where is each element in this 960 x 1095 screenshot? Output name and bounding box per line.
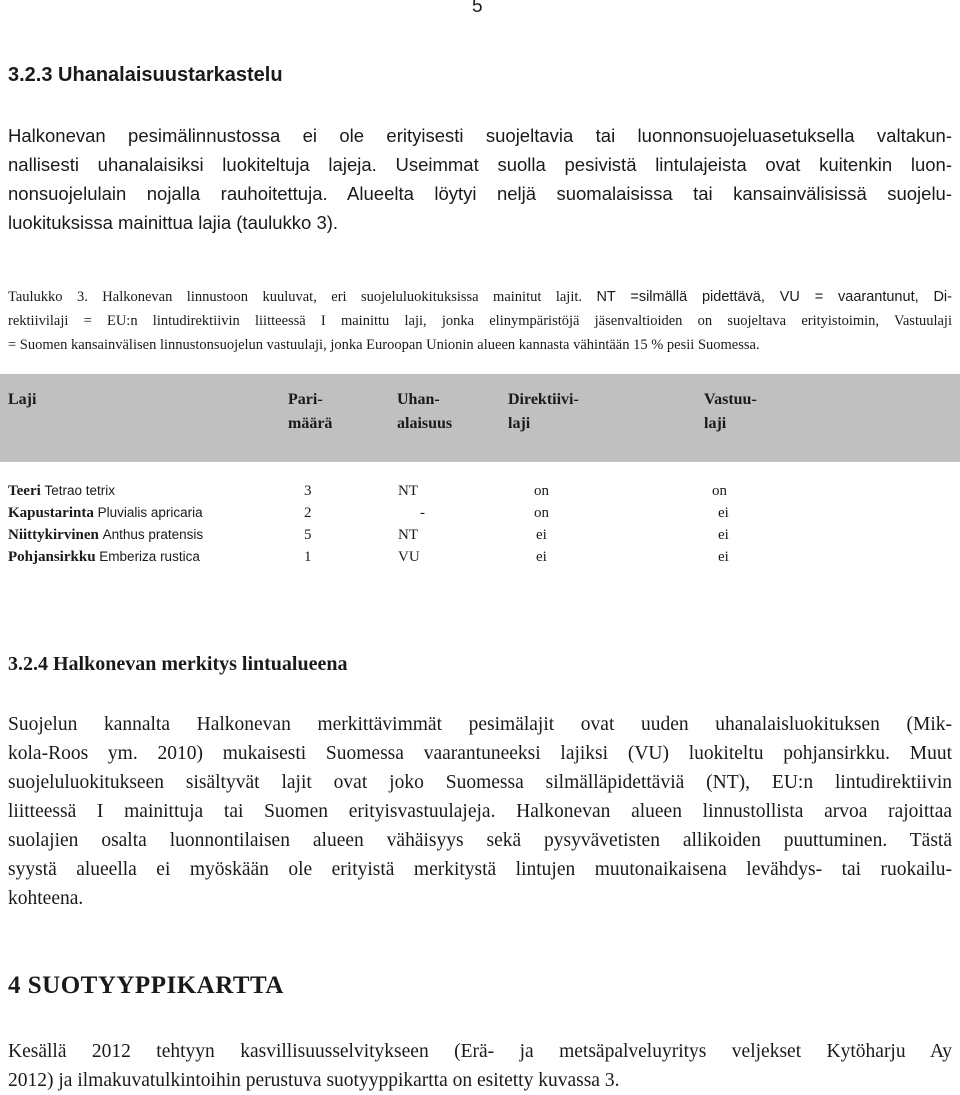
paragraph-line: nallisesti uhanalaisiksi luokiteltuja lajeja. Useimmat suolla pesivistä lintulajeista ovat kuitenkin luon-	[8, 154, 952, 175]
paragraph-line: nonsuojelulain nojalla rauhoitettuja. Alueelta löytyi neljä suomalaisissa tai kansainvälisissä suojelu-	[8, 183, 952, 204]
cell-responsibility: ei	[718, 549, 729, 565]
caption-line: = Suomen kansainvälisen linnustonsuojelun vastuulaji, jonka Euroopan Unionin alueen kannasta vähintään 15 % pesii Suomessa.	[8, 337, 760, 353]
paragraph-line: luokituksissa mainittua lajia (taulukko 3).	[8, 212, 339, 233]
paragraph-line: Halkonevan pesimälinnustossa ei ole erityisesti suojeltavia tai luonnonsuojeluasetuksella valtakun-	[8, 125, 952, 146]
header-species: Laji	[8, 391, 37, 408]
header-pairs: Pari- määrä	[288, 391, 333, 432]
paragraph-line: suolajien osalta luonnontilaisen alueen vähäisyys sekä pysyvävetisten allikoiden puuttuminen. Tästä	[8, 830, 952, 851]
cell-species: Teeri Tetrao tetrix	[8, 483, 116, 499]
caption-line: rektiivilaji = EU:n lintudirektiivin liitteessä I mainittu laji, jonka elinympäristöjä jäsenvaltioiden on suojeltava erityistoimin, Vastuulaji	[8, 313, 952, 329]
caption-serif-text: Taulukko 3. Halkonevan linnustoon kuuluvat, eri suojeluluokituksissa mainitut lajit.	[8, 289, 597, 305]
paragraph-line: suojeluluokitukseen sisältyvät lajit ovat joko Suomessa silmälläpidettäviä (NT), EU:n lintudirektiivin	[8, 772, 952, 793]
table-header	[0, 374, 960, 462]
cell-directive: ei	[536, 549, 547, 565]
section-heading-324: 3.2.4 Halkonevan merkitys lintualueena	[8, 653, 348, 675]
header-directive-species: Direktiivi- laji	[508, 391, 579, 432]
cell-responsibility: ei	[718, 527, 729, 543]
cell-status: -	[420, 505, 425, 521]
section-heading-323: 3.2.3 Uhanalaisuustarkastelu	[8, 64, 283, 86]
paragraph-324	[8, 710, 952, 913]
paragraph-line: liitteessä I mainittuja tai Suomen erityisvastuulajeja. Halkonevan alueen linnustollista arvoa rajoittaa	[8, 801, 952, 822]
cell-directive: on	[534, 505, 549, 521]
cell-status: NT	[398, 527, 418, 543]
cell-status: VU	[398, 549, 420, 565]
paragraph-line: kohteena.	[8, 888, 84, 909]
caption-line	[8, 285, 952, 309]
header-responsibility-species: Vastuu- laji	[704, 391, 757, 432]
cell-directive: on	[534, 483, 549, 499]
cell-pairs: 3	[304, 483, 312, 499]
cell-status: NT	[398, 483, 418, 499]
paragraph-line: syystä alueella ei myöskään ole erityistä merkitystä lintujen muutonaikaisena levähdys- tai ruokailu-	[8, 859, 952, 880]
cell-responsibility: on	[712, 483, 727, 499]
cell-directive: ei	[536, 527, 547, 543]
cell-species: Pohjansirkku Emberiza rustica	[8, 549, 200, 565]
cell-pairs: 1	[304, 549, 312, 565]
cell-pairs: 5	[304, 527, 312, 543]
caption-sans-text: NT =silmällä pidettävä, VU = vaarantunut, Di-	[596, 289, 952, 305]
cell-species: Kapustarinta Pluvialis apricaria	[8, 505, 203, 521]
chapter-heading-4: 4 SUOTYYPPIKARTTA	[8, 972, 284, 999]
paragraph-4	[8, 1037, 952, 1095]
header-threat-status: Uhan- alaisuus	[397, 391, 453, 432]
page-number: 5	[472, 0, 483, 17]
paragraph-line: 2012) ja ilmakuvatulkintoihin perustuva suotyyppikartta on esitetty kuvassa 3.	[8, 1070, 620, 1091]
paragraph-line: Kesällä 2012 tehtyyn kasvillisuusselvitykseen (Erä- ja metsäpalveluyritys veljekset Kytöharju Ay	[8, 1041, 952, 1062]
paragraph-line: kola-Roos ym. 2010) mukaisesti Suomessa vaarantuneeksi lajiksi (VU) luokiteltu pohjansirkku. Muut	[8, 743, 952, 764]
cell-responsibility: ei	[718, 505, 729, 521]
table-caption	[8, 285, 952, 357]
cell-species: Niittykirvinen Anthus pratensis	[8, 527, 204, 543]
cell-pairs: 2	[304, 505, 312, 521]
paragraph-323	[8, 121, 952, 237]
paragraph-line: Suojelun kannalta Halkonevan merkittävimmät pesimälajit ovat uuden uhanalaisluokituksen (Mik-	[8, 714, 952, 735]
